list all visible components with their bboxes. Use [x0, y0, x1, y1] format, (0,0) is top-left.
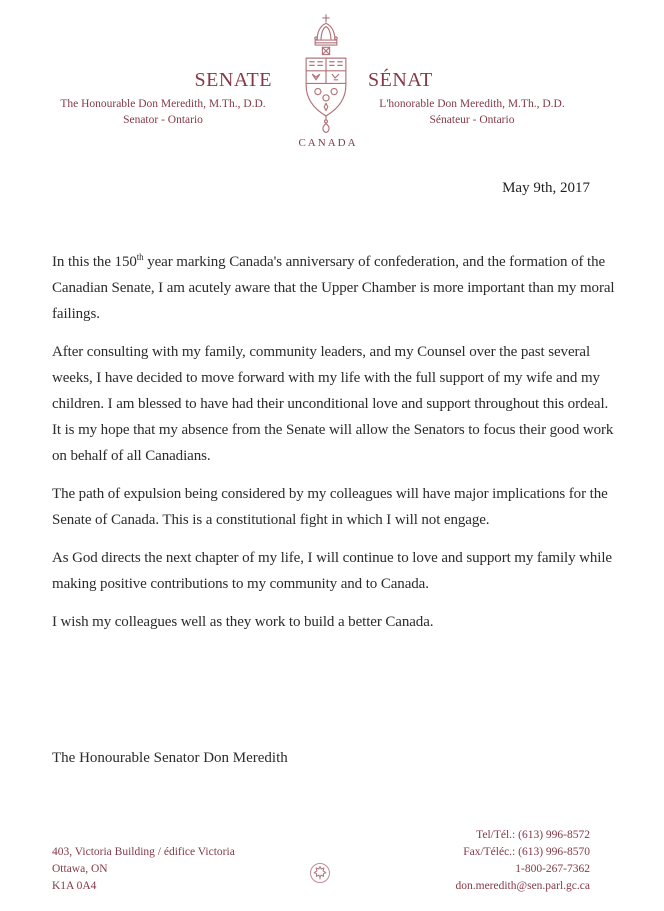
contact-line: don.meredith@sen.parl.gc.ca: [455, 880, 590, 892]
paragraph-text: The path of expulsion being considered by my colleagues will have major implications for the Senate of Canada. This is a constitutional fight in which I will not engage.: [52, 486, 608, 528]
senate-arms-crest-icon: [300, 13, 352, 139]
paragraph-text: year marking Canada's anniversary of confederation, and the formation of the Canadian Senate, I am acutely aware that the Upper Chamber is more important than my moral failings.: [52, 254, 615, 322]
signature-line: The Honourable Senator Don Meredith: [52, 750, 288, 766]
senate-wordmark: SENATE: [194, 69, 272, 91]
canada-label: CANADA: [298, 137, 358, 149]
address-line: 403, Victoria Building / édifice Victoria: [52, 846, 235, 858]
ordinal-superscript: th: [136, 252, 144, 262]
paragraph-text: After consulting with my family, community leaders, and my Counsel over the past several weeks, I have decided to move forward with my life with the full support of my wife and my children. I am blessed to have had their unconditional love and support throughout this ordeal. It is my hope that my absence from the Senate will allow the Senators to focus their good work on behalf of all Canadians.: [52, 344, 614, 464]
letter-paragraph: [52, 609, 618, 635]
contact-line: Tel/Tél.: (613) 996-8572: [476, 829, 590, 841]
maple-leaf-seal-icon: [308, 861, 332, 890]
sender-identity-en: [48, 96, 278, 128]
paragraph-text: I wish my colleagues well as they work to build a better Canada.: [52, 614, 434, 630]
letter-body: [52, 249, 618, 647]
footer-contact-block: [374, 827, 590, 895]
letter-paragraph: [52, 545, 618, 597]
contact-line: 1-800-267-7362: [515, 863, 590, 875]
sender-identity-fr: [357, 96, 587, 128]
sender-name-en: The Honourable Don Meredith, M.Th., D.D.: [60, 98, 266, 110]
contact-line: Fax/Téléc.: (613) 996-8570: [463, 846, 590, 858]
senat-wordmark: SÉNAT: [368, 69, 433, 91]
letter-paragraph: [52, 249, 618, 327]
letter-paragraph: [52, 339, 618, 469]
paragraph-text: As God directs the next chapter of my life, I will continue to love and support my family while making positive contributions to my community and to Canada.: [52, 550, 612, 592]
footer-address-block: [52, 844, 235, 895]
letter-date: May 9th, 2017: [502, 180, 590, 196]
address-line: K1A 0A4: [52, 880, 97, 892]
address-line: Ottawa, ON: [52, 863, 108, 875]
sender-title-fr: Sénateur - Ontario: [429, 114, 515, 126]
paragraph-text: In this the 150: [52, 254, 137, 270]
sender-name-fr: L'honorable Don Meredith, M.Th., D.D.: [379, 98, 565, 110]
letter-paragraph: [52, 481, 618, 533]
sender-title-en: Senator - Ontario: [123, 114, 203, 126]
